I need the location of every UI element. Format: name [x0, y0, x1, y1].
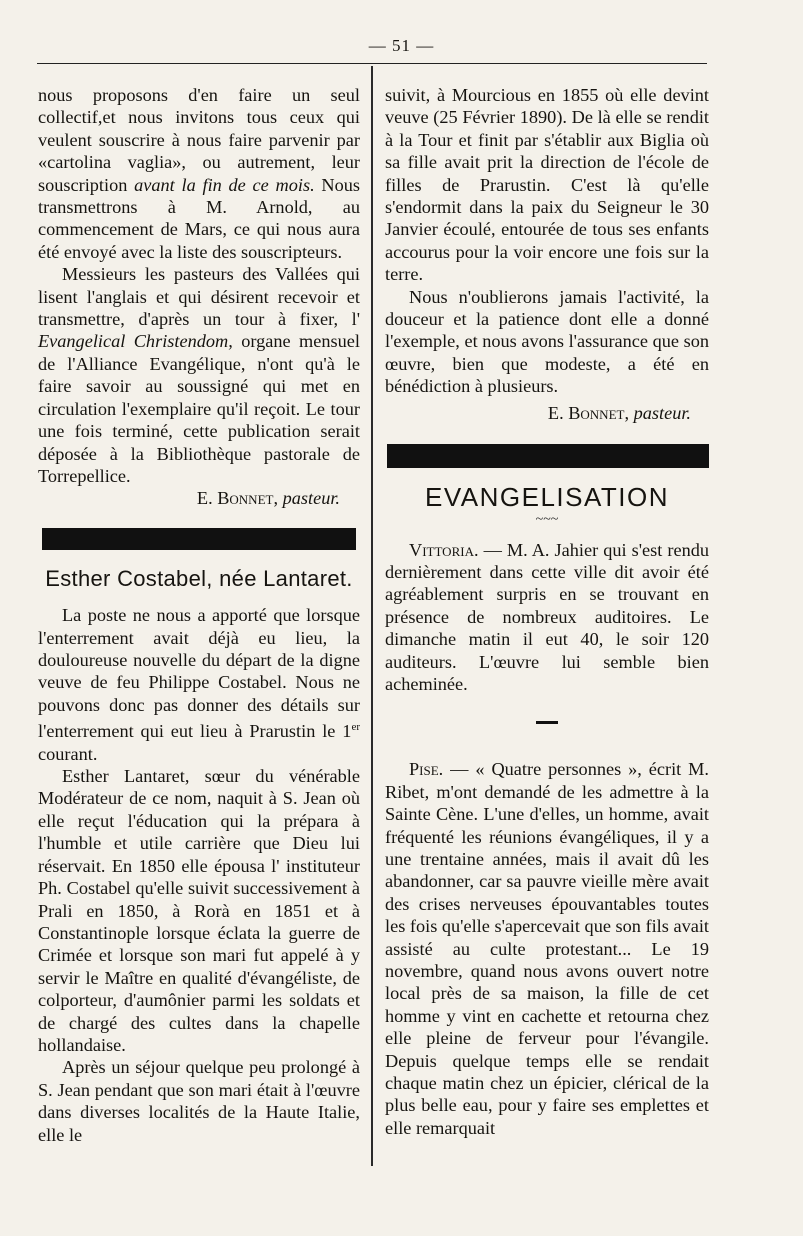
paragraph: Nous n'oublierons jamais l'activité, la douceur et la patience dont elle a donné l'exemple, et nous avons l'assurance que son œuvre, bien que modeste, a été en bénédiction à plusieurs. [385, 286, 709, 397]
section-title: EVANGELISATION [425, 482, 669, 513]
page-number: — 51 — [368, 36, 435, 55]
separator-dash [536, 721, 558, 724]
right-column [385, 84, 709, 1139]
column-divider [371, 66, 373, 1166]
paragraph: Vittoria. — M. A. Jahier qui s'est rendu dernièrement dans cette ville dit avoir été agréablement surpris en se trouvant en présence de nombreux auditoires. Le dimanche matin il eut 40, le soir 120 auditeurs. L'œuvre lui semble bien acheminée. [385, 539, 709, 694]
top-rule [37, 63, 707, 64]
paragraph: suivit, à Mourcious en 1855 où elle devint veuve (25 Février 1890). De là elle se rendit à la Tour et finit par s'établir aux Biglia où sa fille avait prit la direction de l'école de filles de Prarustin. C'est là qu'elle s'endormit dans la paix du Seigneur le 30 Janvier écoulé, entourée de tous ses enfants accourus pour la voir encore une fois sur la terre. [385, 85, 709, 285]
paragraph: Esther Lantaret, sœur du vénérable Modérateur de ce nom, naquit à S. Jean où elle reçut l'éducation qui la prépara à l'humble et utile carrière que Dieu lui réservait. En 1850 elle épousa l' instituteur Ph. Costabel qu'elle suivit successivement à Prali en 1850, à Rorà en 1851 et à Constantinople lorsque éclata la guerre de Crimée et lorsque son mari fut appelé à y servir le Maître en qualité d'évangéliste, de colporteur, d'aumônier parmi les soldats et de chargé des cultes dans la chapelle hollandaise. [38, 766, 360, 1055]
paragraph: Messieurs les pasteurs des Vallées qui lisent l'anglais et qui désirent recevoir et transmettre, d'après un tour à fixer, l' Evangelical Christendom, organe mensuel de l'Alliance Evangélique, n'ont qu'à le faire savoir au soussigné qui met en circulation l'exemplaire qu'il reçoit. Le tour une fois terminé, cette publication serait déposée à la Bibliothèque pastorale de Torrepellice. [38, 264, 360, 486]
paragraph: La poste ne nous a apporté que lorsque l'enterrement avait déjà eu lieu, la douloureuse nouvelle du départ de la digne veuve de feu Philippe Costabel. Nous ne pouvons donc pas donner des détails sur l'enterrement qui eut lieu à Prarustin le 1er courant. [38, 605, 360, 764]
ornament: ~~~ [535, 511, 559, 527]
paragraph: Après un séjour quelque peu prolongé à S. Jean pendant que son mari était à l'œuvre dans diverses localités de la Haute Italie, elle le [38, 1057, 360, 1145]
signature: E. Bonnet, pasteur. [547, 402, 691, 423]
paragraph: Pise. — « Quatre personnes », écrit M. Ribet, m'ont demandé de les admettre à la Sainte Cène. L'une d'elles, un homme, avait fréquenté les réunions évangéliques, il y a une trentaine années, mais il avait dû les abandonner, car sa pauvre vieille mère avait des crises nerveuses épouvantables toutes les fois qu'elle s'apercevait que son fils avait assisté au culte protestant... Le 19 novembre, quand nous avons ouvert notre local près de sa maison, la fille de cet homme y vint en cachette et retourna chez elle pleine de ferveur pour l'évangile. Depuis quelque temps elle se rendait chaque matin chez un épicier, clérical de la plus belle eau, pour y faire ses emplettes et elle remarquait [385, 759, 709, 1138]
separator-bar [42, 528, 356, 550]
article-title: Esther Costabel, née Lantaret. [45, 565, 353, 591]
paragraph: nous proposons d'en faire un seul collectif,et nous invitons tous ceux qui veulent souscrire à nous faire parvenir par «cartolina vaglia», ou autrement, leur souscription avant la fin de ce mois. Nous transmettrons à M. Arnold, au commencement de Mars, ce qui nous aura été envoyé avec la liste des souscripteurs. [38, 85, 361, 262]
signature: E. Bonnet, pasteur. [196, 488, 340, 509]
separator-bar [387, 444, 709, 468]
left-column [38, 84, 360, 1146]
